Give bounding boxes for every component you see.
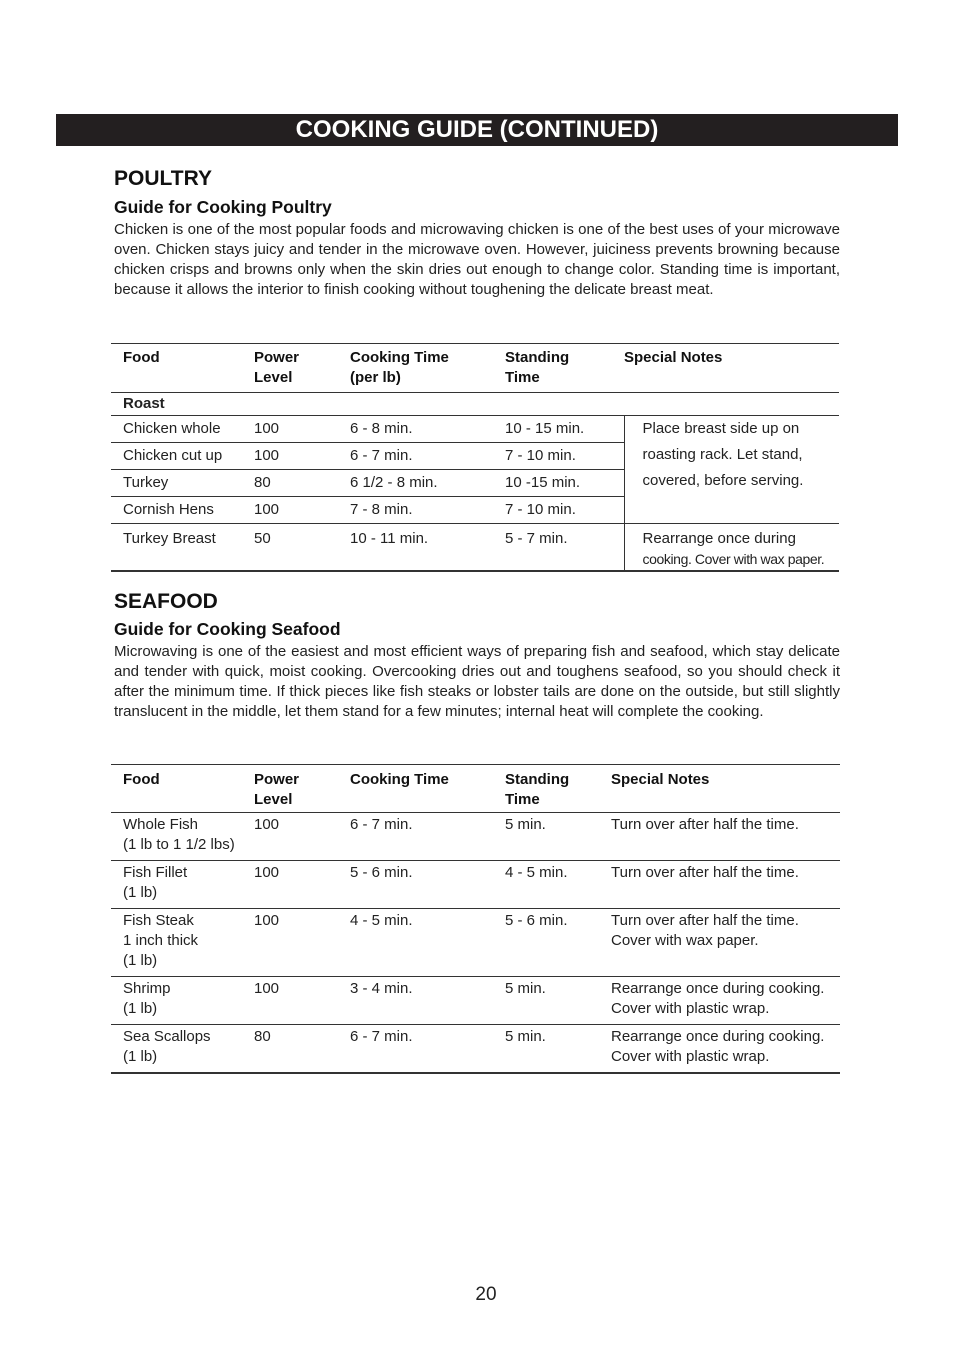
notes-cell: Rearrange once during cooking. Cover with plastic wrap. bbox=[611, 1025, 840, 1074]
food-cell: Fish Fillet (1 lb) bbox=[111, 861, 254, 909]
standing-cell: 10 - 15 min. bbox=[505, 416, 624, 443]
food-cell: Chicken cut up bbox=[111, 443, 254, 470]
notes-cell: Turn over after half the time. bbox=[611, 813, 840, 861]
time-cell: 6 - 8 min. bbox=[350, 416, 505, 443]
poultry-heading: POULTRY bbox=[114, 167, 212, 190]
power-cell: 100 bbox=[254, 443, 350, 470]
power-cell: 50 bbox=[254, 524, 350, 572]
table-row bbox=[111, 909, 840, 977]
page-number: 20 bbox=[475, 1284, 497, 1305]
table-header-row bbox=[111, 344, 839, 393]
table-header-row bbox=[111, 765, 840, 813]
time-cell: 6 - 7 min. bbox=[350, 813, 505, 861]
poultry-table bbox=[111, 343, 839, 572]
food-cell: Sea Scallops (1 lb) bbox=[111, 1025, 254, 1074]
standing-cell: 10 -15 min. bbox=[505, 470, 624, 497]
time-cell: 7 - 8 min. bbox=[350, 497, 505, 524]
standing-cell: 5 min. bbox=[505, 1025, 611, 1074]
section-label-roast: Roast bbox=[123, 395, 165, 412]
poultry-paragraph: Chicken is one of the most popular foods and microwaving chicken is one of the best uses of your microwave oven. Chicken stays juicy and tender in the microwave oven. However, juiciness prevents browning because chicken crisps and browns only when the skin dries out enough to change color. Standing time is important, because it allows the interior to finish cooking without toughening the delicate breast meat. bbox=[114, 221, 840, 299]
power-cell: 100 bbox=[254, 416, 350, 443]
time-cell: 10 - 11 min. bbox=[350, 524, 505, 572]
standing-cell: 4 - 5 min. bbox=[505, 861, 611, 909]
header-cooking-time: Cooking Time (per lb) bbox=[350, 344, 505, 393]
header-standing-time: Standing Time bbox=[505, 344, 624, 393]
notes-cell: Rearrange once during cooking. Cover with wax paper. bbox=[624, 524, 839, 572]
header-cooking-time: Cooking Time bbox=[350, 765, 505, 813]
power-cell: 80 bbox=[254, 470, 350, 497]
header-food: Food bbox=[111, 765, 254, 813]
time-cell: 5 - 6 min. bbox=[350, 861, 505, 909]
table-row bbox=[111, 1025, 840, 1074]
header-standing-time: Standing Time bbox=[505, 765, 611, 813]
power-cell: 100 bbox=[254, 813, 350, 861]
standing-cell: 5 min. bbox=[505, 977, 611, 1025]
header-special-notes: Special Notes bbox=[624, 344, 839, 393]
poultry-subheading: Guide for Cooking Poultry bbox=[114, 197, 332, 217]
standing-cell: 7 - 10 min. bbox=[505, 497, 624, 524]
page-title-banner: COOKING GUIDE (CONTINUED) bbox=[56, 114, 898, 146]
power-cell: 100 bbox=[254, 909, 350, 977]
table-row bbox=[111, 416, 839, 443]
table-row bbox=[111, 861, 840, 909]
table-row bbox=[111, 524, 839, 572]
food-cell: Shrimp (1 lb) bbox=[111, 977, 254, 1025]
power-cell: 80 bbox=[254, 1025, 350, 1074]
time-cell: 4 - 5 min. bbox=[350, 909, 505, 977]
standing-cell: 7 - 10 min. bbox=[505, 443, 624, 470]
food-cell: Cornish Hens bbox=[111, 497, 254, 524]
power-cell: 100 bbox=[254, 977, 350, 1025]
notes-cell: Turn over after half the time. bbox=[611, 861, 840, 909]
time-cell: 3 - 4 min. bbox=[350, 977, 505, 1025]
time-cell: 6 1/2 - 8 min. bbox=[350, 470, 505, 497]
power-cell: 100 bbox=[254, 497, 350, 524]
notes-cell: Turn over after half the time. Cover with wax paper. bbox=[611, 909, 840, 977]
food-cell: Fish Steak 1 inch thick (1 lb) bbox=[111, 909, 254, 977]
food-cell: Turkey bbox=[111, 470, 254, 497]
standing-cell: 5 - 7 min. bbox=[505, 524, 624, 572]
group-note-cell: Place breast side up on roasting rack. Let stand, covered, before serving. bbox=[624, 416, 839, 524]
food-cell: Whole Fish (1 lb to 1 1/2 lbs) bbox=[111, 813, 254, 861]
seafood-heading: SEAFOOD bbox=[114, 590, 218, 613]
time-cell: 6 - 7 min. bbox=[350, 1025, 505, 1074]
standing-cell: 5 - 6 min. bbox=[505, 909, 611, 977]
header-power-level: Power Level bbox=[254, 765, 350, 813]
seafood-paragraph: Microwaving is one of the easiest and most efficient ways of preparing fish and seafood, which stay delicate and tender with quick, moist cooking. Overcooking dries out and toughens seafood, so you should check it after the minimum time. If thick pieces like fish steaks or lobster tails are done on the outside, but still slightly translucent in the middle, let them stand for a few minutes; internal heat will complete the cooking. bbox=[114, 643, 840, 721]
section-row bbox=[111, 393, 839, 416]
power-cell: 100 bbox=[254, 861, 350, 909]
header-power-level: Power Level bbox=[254, 344, 350, 393]
seafood-subheading: Guide for Cooking Seafood bbox=[114, 619, 341, 639]
food-cell: Turkey Breast bbox=[111, 524, 254, 572]
standing-cell: 5 min. bbox=[505, 813, 611, 861]
table-row bbox=[111, 813, 840, 861]
header-food: Food bbox=[111, 344, 254, 393]
time-cell: 6 - 7 min. bbox=[350, 443, 505, 470]
header-special-notes: Special Notes bbox=[611, 765, 840, 813]
notes-cell: Rearrange once during cooking. Cover with plastic wrap. bbox=[611, 977, 840, 1025]
table-row bbox=[111, 977, 840, 1025]
seafood-table bbox=[111, 764, 840, 1074]
food-cell: Chicken whole bbox=[111, 416, 254, 443]
